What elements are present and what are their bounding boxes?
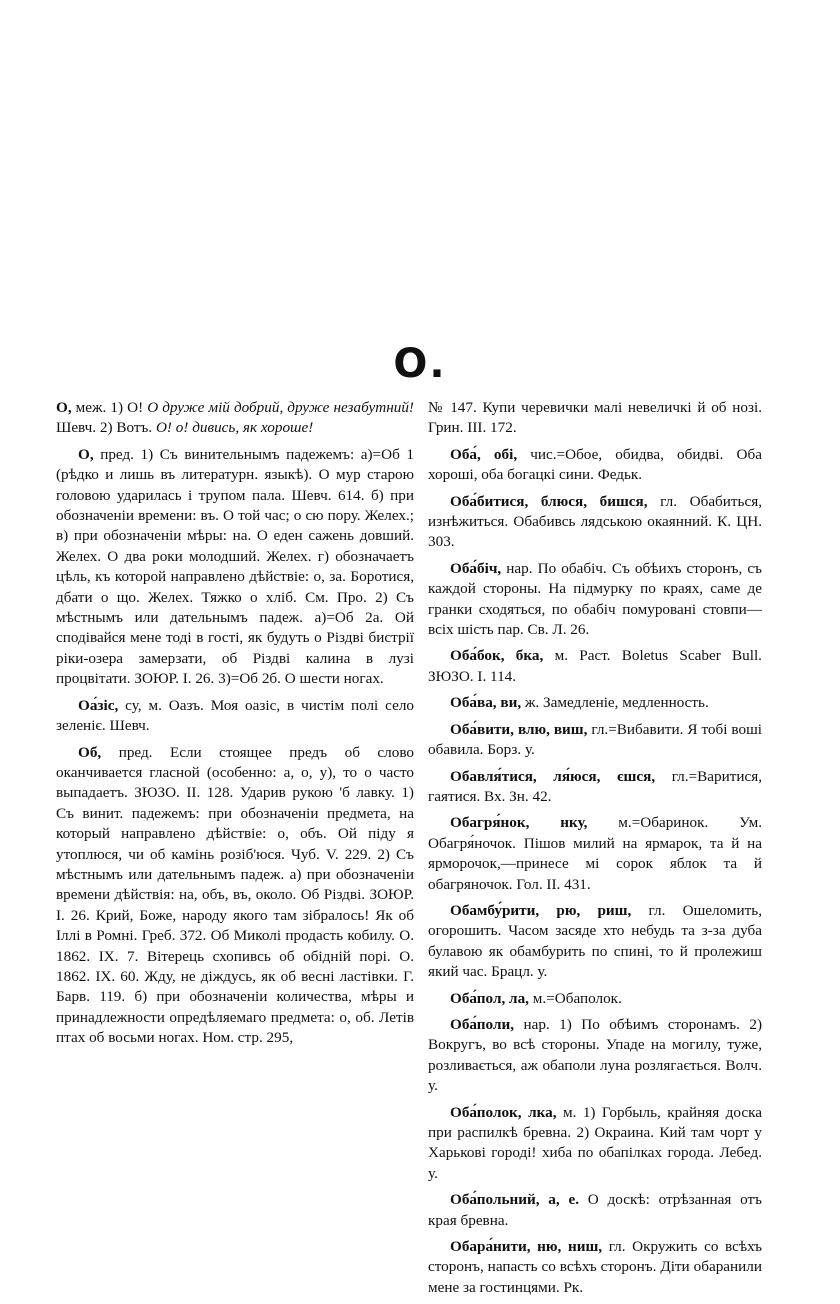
entry-text: гл. Окружить со всѣхъ сторонъ, напасть со всѣхъ сторонъ. Діти обаранили мене за гостинцями. Рк. [428,1238,762,1296]
entry-text: м. 1) Горбыль, крайняя доска при распилкѣ бревна. 2) Окраина. Кий там чорт у Харькові городі! хиба по обапілках города. Лебед. у. [428,1103,762,1182]
dictionary-entry [428,559,762,641]
entry-headword: Оба́ва, ви, [450,694,522,712]
entry-headword: Оба́вити, влю, виш, [450,720,588,738]
entry-text: чис.=Обое, обидва, обидві. Оба хороші, оба богацкі сини. Федьк. [428,445,762,484]
entry-text: м.=Обаринок. Ум. Обагря́ночок. Пішов милий на ярмарок, та й на ярморочок,—принесе мі сорок яблок та й обагряночок. Гол. II. 431. [428,814,762,893]
dictionary-entry [428,720,762,761]
entry-headword: Об, [78,743,102,761]
entry-text: пред. Если стоящее предъ об слово оканчивается гласной (особенно: а, о, у), то о часто выпадаетъ. ЗЮЗО. II. 128. Ударив рукою 'б лавку. 1) Съ винит. падежемъ: при обозначеніи предмета, на который направлено дѣйствіе: о, объ. Ой піду я утоплюся, чи об камінь розіб'юся. Чуб. V. 229. 2) Съ мѣстнымъ или дательнымъ падеж. а) при обозначеніи времени дѣйствія: на, объ, въ, около. Об Різдві. ЗОЮР. I. 26. Крий, Боже, народу якого там зібралось! Як об Іллі в Ромні. Греб. 372. Об Миколі продасть кобилу. О. 1862. IX. 7. Вітерець схопивсь об обідній порі. О. 1862. IX. 60. Жду, не діждусь, як об весні ластівки. Г. Барв. 119. б) при обозначеніи количества, мѣры и принадлежности опредѣляемаго предмета: о, об. Летів птах об восьми ногах. Ном. стр. 295, [56,743,414,1047]
entry-text: О доскѣ: отрѣзанная отъ края бревна. [428,1191,762,1229]
dictionary-entry [428,767,762,808]
entry-text: гл.=Вибавити. Я тобі воші обавила. Борз. у. [428,720,762,759]
dictionary-entry [428,646,762,687]
entry-text: пред. 1) Съ винительнымъ падежемъ: а)=Об 1 (рѣдко и лишь въ литературн. языкѣ). О мур старою головою ударилась і трупом пала. Шевч. 614. б) при обозначеніи времени: въ. О той час; о сю пору. Желех.; в) при обозначеніи мѣры: на. О еден сажень довший. Желех. О два роки молодший. Желех. г) обозначаетъ цѣль, къ которой направлено дѣйствіе: о, за. Боротися, дбати о що. Желех. Тяжко о хліб. См. Про. 2) Съ мѣстнымъ или дательнымъ падеж. а)=Об 2а. Ой сподівайся мене тоді в гості, як будуть о Різдві бистрії ріки-озера замерзати, об Різдві калина в лузі процвітати. ЗОЮР. I. 26. 3)=Об 2б. О шести ногах. [56,445,414,688]
entry-text: меж. 1) О! [71,399,148,416]
dictionary-entry [56,743,414,1049]
dictionary-entry [428,1190,762,1231]
dictionary-entry [428,492,762,553]
dictionary-entry [56,445,414,690]
dictionary-entry [428,901,762,983]
entry-text: Шевч. 2) Вотъ. [56,419,156,437]
entry-headword: Оба́поли, [450,1015,515,1033]
dictionary-entry [428,693,762,713]
dictionary-entry [428,813,762,895]
dictionary-entry [428,1015,762,1097]
dictionary-entry [428,989,762,1009]
entry-text: м.=Обаполок. [528,989,622,1007]
entry-text: м. Раст. Boletus Scaber Bull. ЗЮЗО. I. 114. [428,647,762,685]
section-letter-heading: О. [393,341,447,387]
entry-headword: Оба́полок, лка, [450,1103,557,1121]
entry-headword: Оба́битися, блюся, бишся, [450,492,648,510]
dictionary-entry [428,1237,762,1298]
entry-headword: Оба́польний, а, е. [450,1191,580,1209]
entry-example: О друже мій добрий, друже незабутний! [147,399,414,416]
left-column [56,398,414,1055]
entry-headword: Оба́бок, бка, [450,647,544,665]
entry-text: № 147. Купи черевички малі невеличкі й об нозі. Грин. III. 172. [428,399,762,437]
entry-headword: Обамбу́рити, рю, риш, [450,901,632,919]
entry-headword: О, [78,445,94,463]
dictionary-entry [428,445,762,486]
dictionary-entry [428,1103,762,1185]
entry-headword: Оа́зіс, [78,696,119,714]
right-column [428,398,762,1304]
dictionary-entry [428,398,762,439]
entry-text: нар. 1) По обѣимъ сторонамъ. 2) Вокругъ, во всѣ стороны. Упаде на могилу, туже, розливається, аж обаполи луна розлягається. Волч. у. [428,1015,762,1095]
entry-text: гл. Ошеломить, огорошить. Часом засяде хто небудь та з-за дуба булавою як обамбурить по спині, то й пролежиш який час. Брацл. у. [428,901,763,981]
entry-headword: О, [56,399,72,416]
dictionary-entry [56,398,414,439]
entry-text: гл. Обабиться, изнѣжиться. Обабивсь лядською окаянний. К. ЦН. 303. [428,492,763,551]
entry-text: су, м. Оазъ. Моя оазіс, в чистім полі село зеленіє. Шевч. [56,696,414,735]
entry-text: гл.=Варитися, гаятися. Вх. Зн. 42. [428,767,762,805]
entry-headword: Обагря́нок, нку, [450,814,588,832]
entry-headword: Оба́, обі, [450,445,518,463]
entry-text: нар. По обабіч. Съ обѣихъ сторонъ, съ каждой стороны. На підмурку по краях, саме де гранки сходяться, по обабіч помуровані стовпи—всіх шість пар. Св. Л. 26. [428,559,762,639]
entry-headword: Обавля́тися, ля́юся, єшся, [450,767,656,785]
entry-text: ж. Замедленіе, медленность. [521,694,709,712]
entry-headword: Оба́біч, [450,559,502,577]
dictionary-entry [56,696,414,737]
entry-headword: Обара́нити, ню, ниш, [450,1238,603,1256]
entry-example: О! о! дивись, як хороше! [155,419,314,437]
entry-headword: Оба́пол, ла, [450,989,529,1007]
